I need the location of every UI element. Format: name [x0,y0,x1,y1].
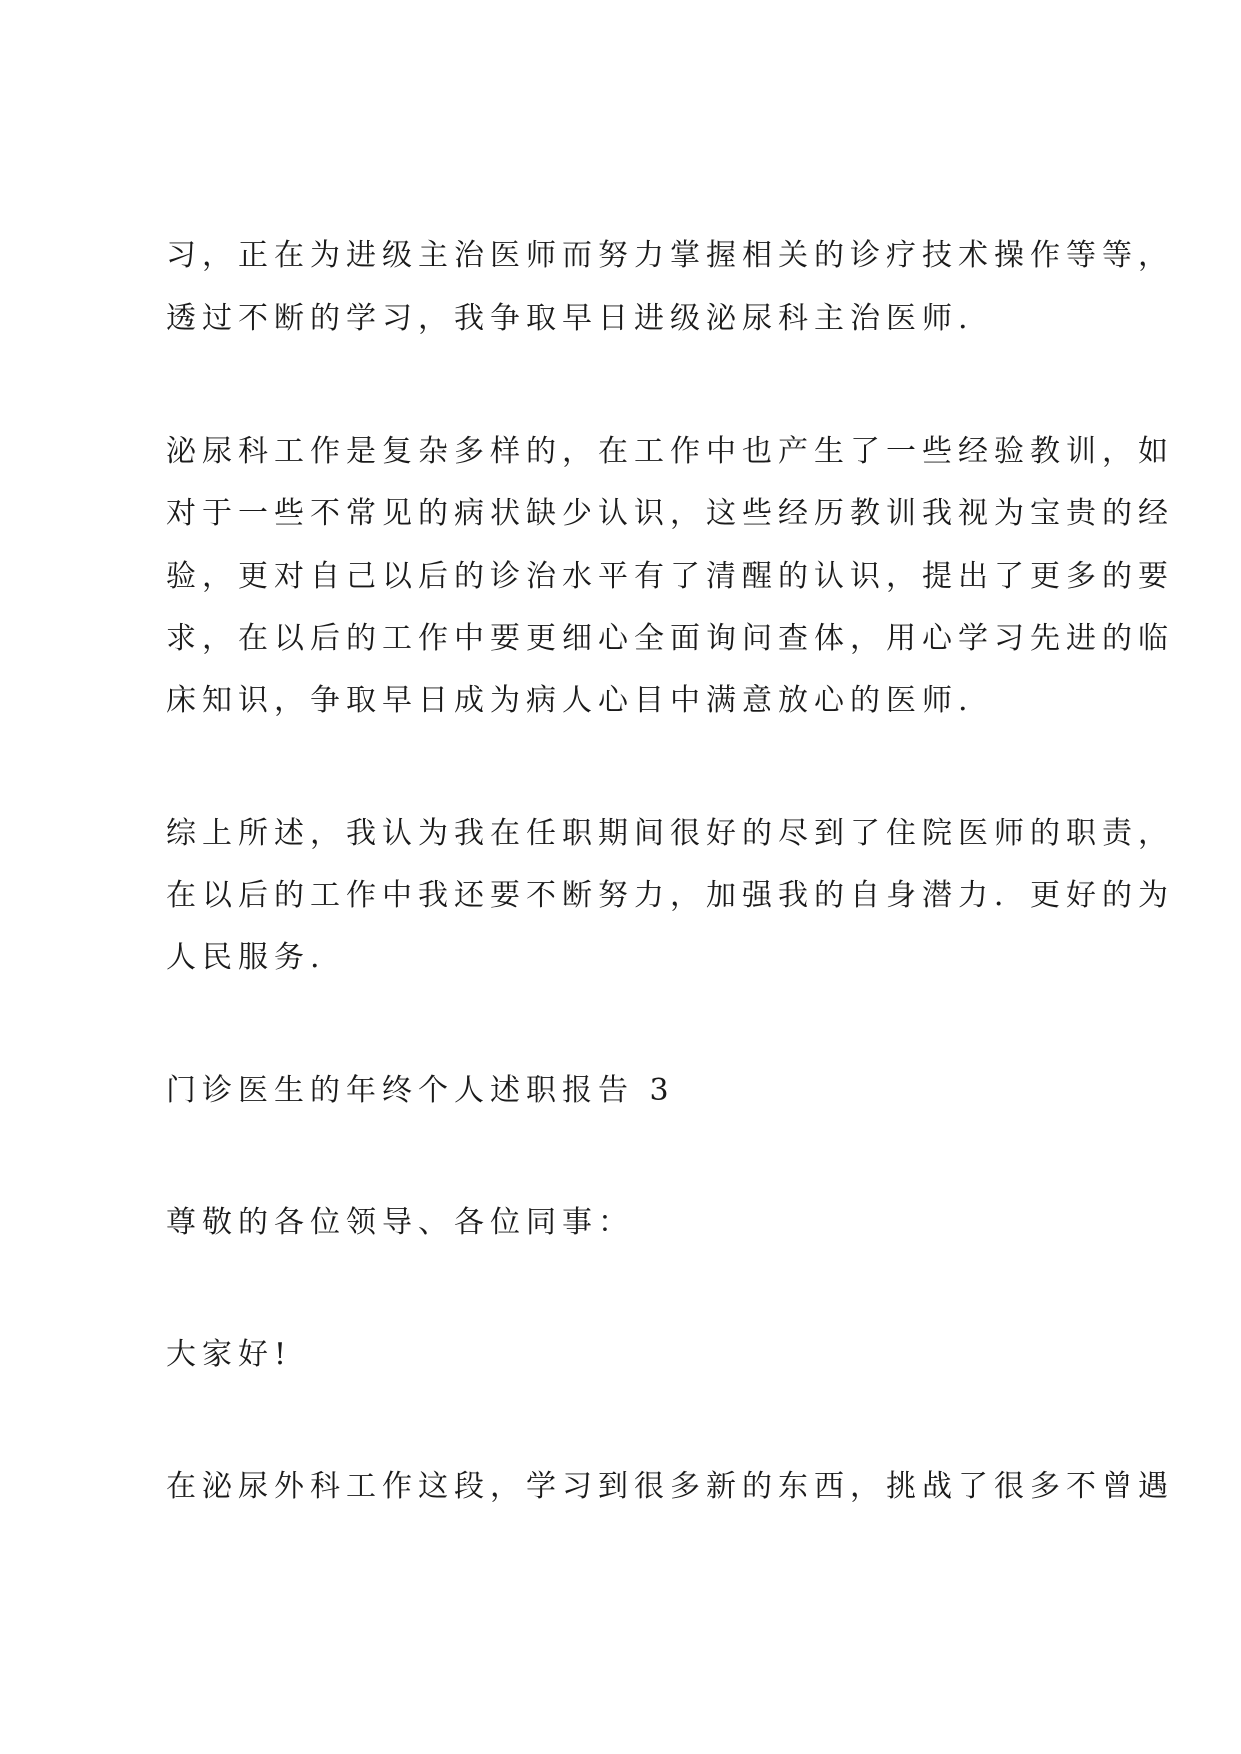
paragraph-2-line-4: 求，在以后的工作中要更细心全面询问查体，用心学习先进的临 [166,621,1174,656]
paragraph-3-line-2: 在以后的工作中我还要不断努力，加强我的自身潜力．更好的为 [166,878,1174,913]
paragraph-3-line-1: 综上所述，我认为我在任职期间很好的尽到了住院医师的职责， [166,816,1174,851]
paragraph-1-line-1: 习，正在为进级主治医师而努力掌握相关的诊疗技术操作等等， [166,238,1174,273]
paragraph-2-line-2: 对于一些不常见的病状缺少认识，这些经历教训我视为宝贵的经 [166,496,1174,531]
paragraph-4-line-1: 在泌尿外科工作这段，学习到很多新的东西，挑战了很多不曾遇 [166,1469,1174,1504]
section-heading: 门诊医生的年终个人述职报告 3 [166,1073,675,1108]
paragraph-2-line-3: 验，更对自己以后的诊治水平有了清醒的认识，提出了更多的要 [166,559,1174,594]
paragraph-3-line-3: 人民服务. [166,940,326,975]
greeting: 大家好! [166,1337,293,1372]
salutation: 尊敬的各位领导、各位同事： [166,1205,634,1240]
paragraph-1-line-2: 透过不断的学习，我争取早日进级泌尿科主治医师. [166,301,974,336]
paragraph-2-line-1: 泌尿科工作是复杂多样的，在工作中也产生了一些经验教训，如 [166,434,1174,469]
paragraph-2-line-5: 床知识，争取早日成为病人心目中满意放心的医师. [166,683,974,718]
